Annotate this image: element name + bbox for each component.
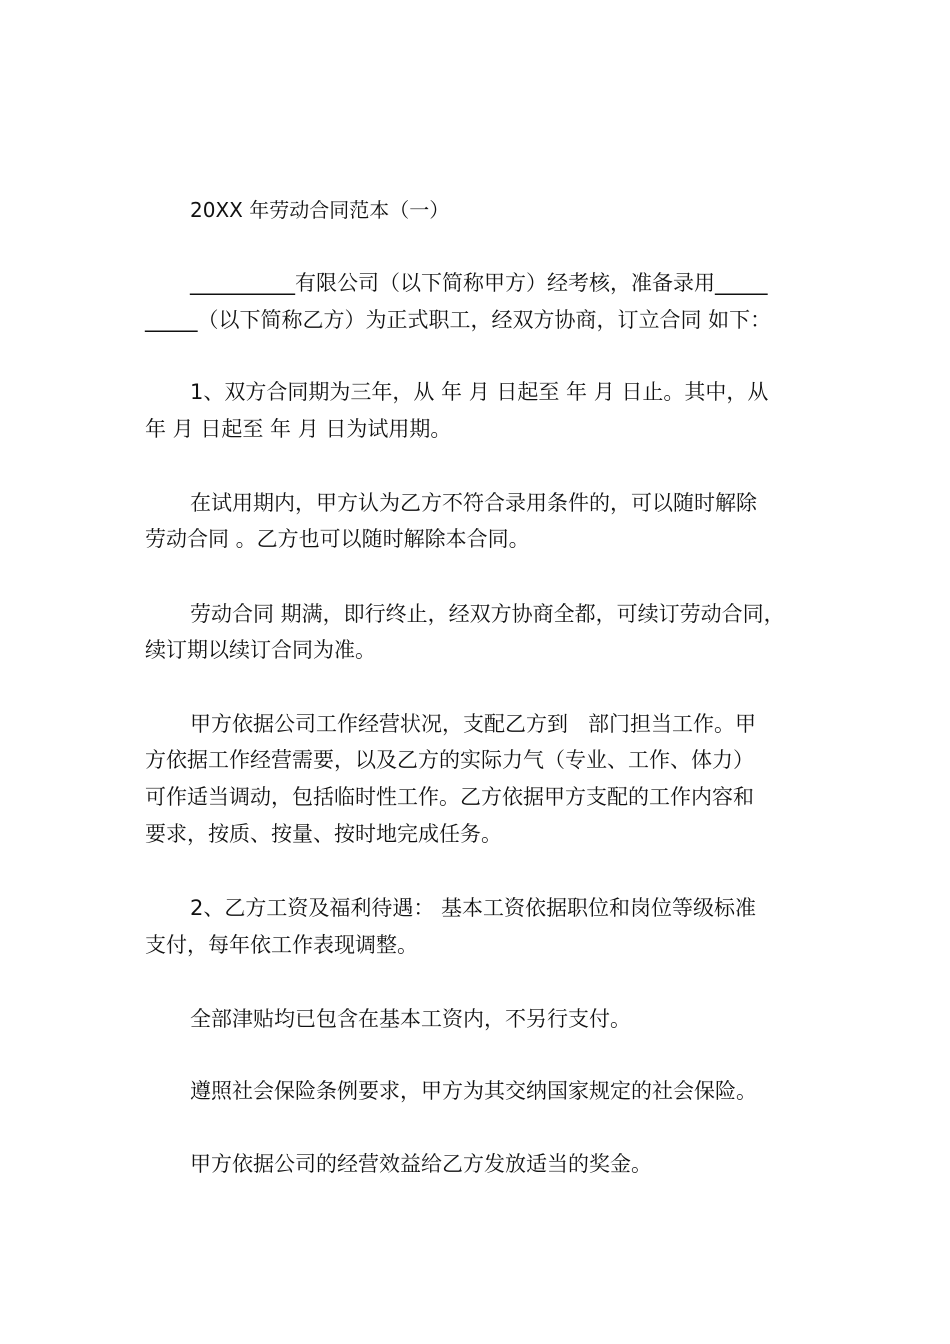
paragraph-line: 在试用期内，甲方认为乙方不符合录用条件的，可以随时解除: [190, 491, 757, 515]
paragraph-line: 甲方依据公司的经营效益给乙方发放适当的奖金。: [190, 1152, 652, 1176]
paragraph-line: 要求，按质、按量、按时地完成任务。: [145, 822, 502, 846]
paragraph-line: 可作适当调动，包括临时性工作。乙方依据甲方支配的工作内容和: [145, 785, 754, 809]
paragraph-line: 方依据工作经营需要，以及乙方的实际力气（专业、工作、体力）: [145, 748, 754, 772]
paragraph-line: 甲方依据公司工作经营状况，支配乙方到 部门担当工作。甲: [190, 712, 757, 736]
paragraph-line: 1、双方合同期为三年，从 年 月 日起至 年 月 日止。其中，从: [190, 380, 769, 404]
paragraph-line: 遵照社会保险条例要求，甲方为其交纳国家规定的社会保险。: [190, 1079, 757, 1103]
document-title: 20XX 年劳动合同范本（一）: [190, 198, 450, 222]
paragraph-line: 全部津贴均已包含在基本工资内，不另行支付。: [190, 1007, 631, 1031]
paragraph-line: 年 月 日起至 年 月 日为试用期。: [145, 417, 452, 441]
paragraph-line: 劳动合同 期满，即行终止，经双方协商全都，可续订劳动合同，: [190, 602, 785, 626]
paragraph-line: __________有限公司（以下简称甲方）经考核，准备录用_____: [190, 271, 768, 295]
paragraph-line: _____（以下简称乙方）为正式职工，经双方协商，订立合同 如下：: [145, 308, 772, 332]
paragraph-line: 2、乙方工资及福利待遇： 基本工资依据职位和岗位等级标准: [190, 896, 757, 920]
paragraph-line: 支付，每年依工作表现调整。: [145, 933, 418, 957]
paragraph-line: 续订期以续订合同为准。: [145, 638, 376, 662]
paragraph-line: 劳动合同 。乙方也可以随时解除本合同。: [145, 527, 530, 551]
